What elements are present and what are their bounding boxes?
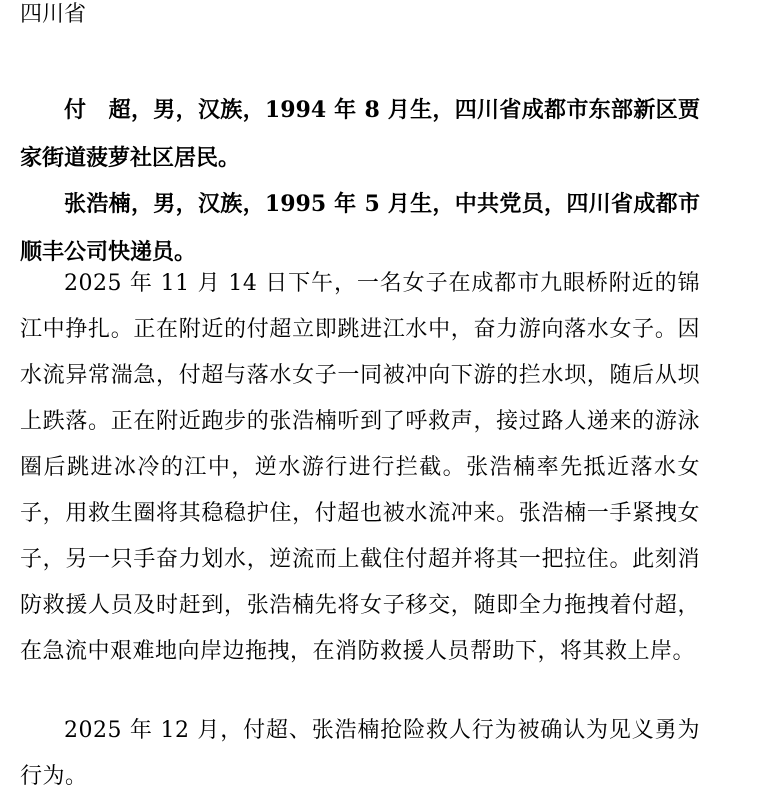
- rescue-story-paragraph: 2025 年 11 月 14 日下午，一名女子在成都市九眼桥附近的锦江中挣扎。正在附近的付超立即跳进江水中，奋力游向落水女子。因水流异常湍急，付超与落水女子一同被冲向下游的拦水坝，随后从坝上跌落。正在附近跑步的张浩楠听到了呼救声，接过路人递来的游泳圈后跳进冰冷的江中，逆水游行进行拦截。张浩楠率先抵近落水女子，用救生圈将其稳稳护住，付超也被水流冲来。张浩楠一手紧拽女子，另一只手奋力划水，逆流而上截住付超并将其一把拉住。此刻消防救援人员及时赶到，张浩楠先将女子移交，随即全力拖拽着付超，在急流中艰难地向岸边拖拽，在消防救援人员帮助下，将其救上岸。: [20, 271, 700, 664]
- recognition-paragraph: 2025 年 12 月，付超、张浩楠抢险救人行为被确认为见义勇为行为。: [20, 718, 700, 789]
- person-profile-zhang-haonan: 张浩楠，男，汉族，1995 年 5 月生，中共党员，四川省成都市顺丰公司快递员。: [20, 191, 700, 265]
- province-heading: 四川省: [20, 2, 87, 27]
- person-profile-fu-chao: 付 超，男，汉族，1994 年 8 月生，四川省成都市东部新区贾家街道菠萝社区居民。: [20, 97, 700, 171]
